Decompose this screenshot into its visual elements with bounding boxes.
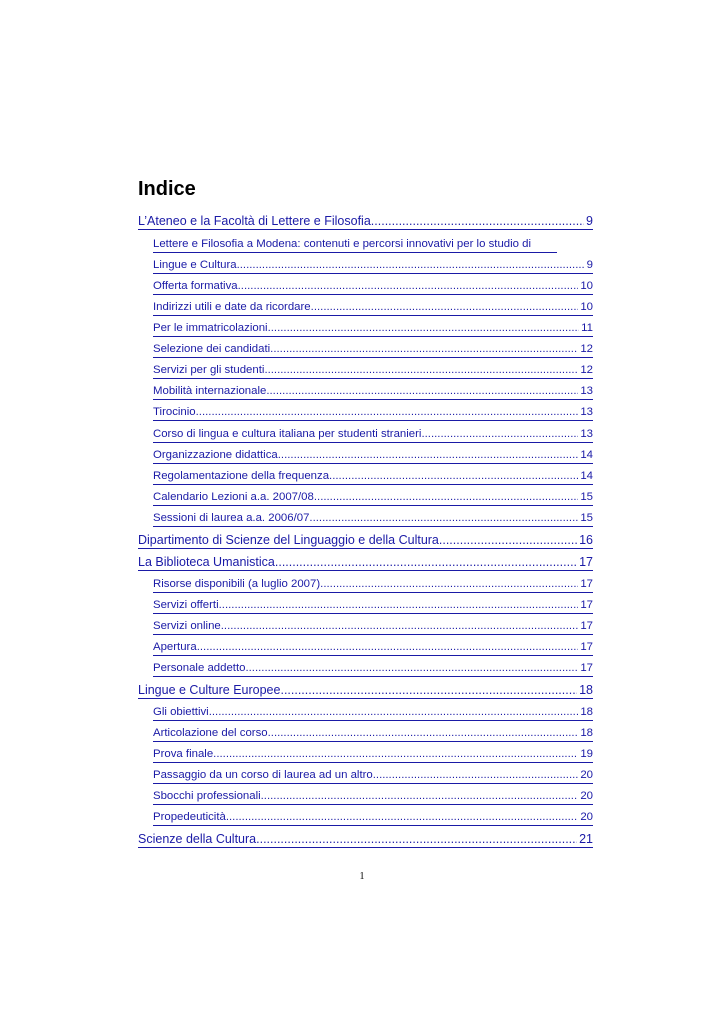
toc-leader-dots <box>266 385 578 398</box>
toc-entry-label: Organizzazione didattica <box>153 449 278 461</box>
page-title: Indice <box>138 178 196 200</box>
toc-section-link[interactable] <box>153 620 593 635</box>
toc-entry-label: Scienze della Cultura <box>138 833 257 846</box>
toc-leader-dots <box>311 301 579 314</box>
toc-leader-dots <box>256 833 577 846</box>
toc-entry-label: Regolamentazione della frequenza <box>153 470 330 482</box>
toc-entry-label: Apertura <box>153 641 197 653</box>
toc-entry-label: Lingue e Culture Europee <box>138 684 281 697</box>
page-number: 1 <box>359 871 365 882</box>
toc-chapter-link[interactable] <box>138 684 593 699</box>
toc-entry-label: L’Ateneo e la Facoltà di Lettere e Filosofia <box>138 215 371 228</box>
toc-entry-page: 13 <box>580 406 593 418</box>
toc-section-link[interactable] <box>153 322 593 337</box>
toc-entry-page: 10 <box>580 301 593 313</box>
toc-entry-page: 17 <box>580 620 593 632</box>
toc-section-link[interactable] <box>153 811 593 826</box>
toc-entry-page: 20 <box>580 769 593 781</box>
toc-entry-page: 12 <box>580 364 593 376</box>
toc-section-link[interactable] <box>153 641 593 656</box>
toc-section-link[interactable] <box>153 343 593 358</box>
toc-chapter-link[interactable] <box>138 534 593 549</box>
toc-entry-page: 15 <box>580 491 593 503</box>
toc-entry-label: Mobilità internazionale <box>153 385 267 397</box>
toc-leader-dots <box>209 706 579 719</box>
toc-chapter-link[interactable] <box>138 833 593 848</box>
toc-entry-label: Dipartimento di Scienze del Linguaggio e della Cultura <box>138 534 439 547</box>
toc-section-link[interactable] <box>153 385 593 400</box>
toc-leader-dots <box>371 215 584 228</box>
toc-section-link[interactable] <box>153 727 593 742</box>
toc-leader-dots <box>245 662 578 675</box>
toc-section-link[interactable] <box>153 428 593 443</box>
toc-section-link[interactable] <box>153 449 593 464</box>
toc-leader-dots <box>213 748 578 761</box>
toc-leader-dots <box>320 578 578 591</box>
toc-entry-label: Offerta formativa <box>153 280 238 292</box>
toc-section-link[interactable] <box>153 491 593 506</box>
toc-leader-dots <box>275 556 577 569</box>
toc-leader-dots <box>421 428 578 441</box>
toc-leader-dots <box>219 599 579 612</box>
toc-entry-label: Tirocinio <box>153 406 196 418</box>
toc-entry-page: 11 <box>581 322 593 334</box>
toc-entry-page: 19 <box>580 748 593 760</box>
toc-section-link[interactable] <box>153 512 593 527</box>
toc-entry-label: Lettere e Filosofia a Modena: contenuti e percorsi innovativi per lo studio di <box>153 238 532 250</box>
toc-entry-page: 10 <box>580 280 593 292</box>
toc-entry-page: 17 <box>579 556 593 569</box>
toc-leader-dots <box>280 684 577 697</box>
toc-section-link[interactable] <box>153 578 593 593</box>
toc-entry-label: Propedeuticità <box>153 811 226 823</box>
toc-entry-label: Gli obiettivi <box>153 706 209 718</box>
toc-leader-dots <box>268 727 579 740</box>
toc-entry-page: 18 <box>579 684 593 697</box>
toc-leader-dots <box>439 534 577 547</box>
toc-entry-label: Servizi per gli studenti <box>153 364 265 376</box>
toc-entry-label: Sbocchi professionali <box>153 790 261 802</box>
toc-leader-dots <box>314 491 578 504</box>
toc-section-link[interactable] <box>153 769 593 784</box>
toc-entry-label: Articolazione del corso <box>153 727 268 739</box>
toc-entry-page: 12 <box>580 343 593 355</box>
toc-entry-page: 13 <box>580 385 593 397</box>
toc-leader-dots <box>264 364 578 377</box>
toc-entry-label: Risorse disponibili (a luglio 2007) <box>153 578 321 590</box>
toc-entry-page: 17 <box>580 599 593 611</box>
toc-leader-dots <box>278 449 579 462</box>
toc-entry-page: 17 <box>580 662 593 674</box>
toc-section-link[interactable] <box>153 406 593 421</box>
toc-leader-dots <box>261 790 579 803</box>
toc-leader-dots <box>329 470 578 483</box>
toc-leader-dots <box>238 280 579 293</box>
toc-section-link[interactable] <box>153 662 593 677</box>
toc-entry-label: Selezione dei candidati <box>153 343 271 355</box>
toc-leader-dots <box>268 322 580 335</box>
toc-entry-page: 9 <box>586 215 593 228</box>
toc-leader-dots <box>196 406 579 419</box>
toc-section-link[interactable] <box>153 748 593 763</box>
toc-leader-dots <box>270 343 578 356</box>
toc-entry-page: 9 <box>586 259 593 271</box>
toc-entry-label: Lingue e Cultura <box>153 259 237 271</box>
toc-entry-page: 21 <box>579 833 593 846</box>
toc-leader-dots <box>221 620 579 633</box>
toc-section-link[interactable] <box>153 470 593 485</box>
toc-entry-label: Per le immatricolazioni <box>153 322 268 334</box>
toc-entry-label: Corso di lingua e cultura italiana per studenti stranieri <box>153 428 422 440</box>
toc-entry-page: 20 <box>580 811 593 823</box>
toc-section-link[interactable] <box>153 301 593 316</box>
toc-leader-dots <box>373 769 579 782</box>
toc-section-link[interactable] <box>153 259 593 274</box>
toc-entry-label: Indirizzi utili e date da ricordare <box>153 301 311 313</box>
toc-section-link[interactable] <box>153 706 593 721</box>
toc-entry-label: Servizi online <box>153 620 221 632</box>
toc-entry-page: 18 <box>580 727 593 739</box>
toc-entry-page: 17 <box>580 578 593 590</box>
toc-leader-dots <box>237 259 585 272</box>
toc-entry-page: 15 <box>580 512 593 524</box>
toc-section-link[interactable] <box>153 280 593 295</box>
toc-entry-page: 14 <box>580 470 593 482</box>
toc-chapter-link[interactable] <box>138 556 593 571</box>
toc-entry-page: 14 <box>580 449 593 461</box>
toc-entry-label: Personale addetto <box>153 662 246 674</box>
toc-chapter-link[interactable] <box>138 215 593 230</box>
toc-section-link[interactable] <box>153 364 593 379</box>
toc-section-link[interactable] <box>153 238 557 253</box>
toc-section-link[interactable] <box>153 599 593 614</box>
toc-entry-label: Sessioni di laurea a.a. 2006/07 <box>153 512 310 524</box>
toc-entry-label: La Biblioteca Umanistica <box>138 556 275 569</box>
toc-entry-page: 16 <box>579 534 593 547</box>
toc-leader-dots <box>309 512 578 525</box>
toc-entry-page: 20 <box>580 790 593 802</box>
toc-entry-page: 18 <box>580 706 593 718</box>
toc-leader-dots <box>197 641 579 654</box>
toc-section-link[interactable] <box>153 790 593 805</box>
toc-entry-label: Servizi offerti <box>153 599 219 611</box>
toc-entry-label: Passaggio da un corso di laurea ad un altro <box>153 769 373 781</box>
toc-entry-page: 17 <box>580 641 593 653</box>
toc-entry-label: Calendario Lezioni a.a. 2007/08 <box>153 491 314 503</box>
toc-entry-label: Prova finale <box>153 748 214 760</box>
toc-leader-dots <box>226 811 579 824</box>
toc-entry-page: 13 <box>580 428 593 440</box>
